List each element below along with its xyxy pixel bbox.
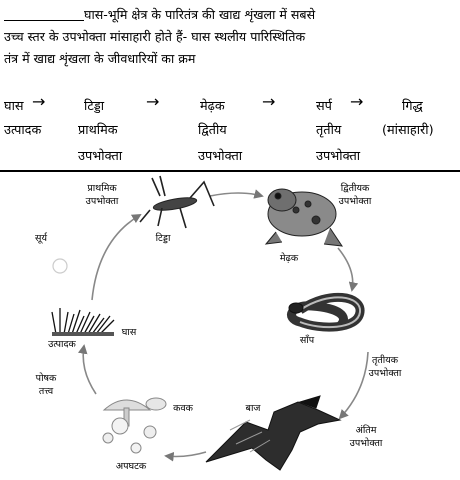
grass-icon [52, 308, 114, 336]
arrow-grasshopper-to-frog [210, 193, 262, 196]
chain-item-snake: सर्प [316, 99, 332, 114]
intro-line-2: उच्च स्तर के उपभोक्ता मांसाहारी होते हैं- घास स्थलीय पारिस्थितिक [4, 29, 306, 44]
role-tertiary: तृतीय [316, 123, 342, 138]
role-primary-consumer: उपभोक्ता [78, 149, 123, 164]
snake-icon [289, 297, 360, 327]
arrow-hawk-to-decomposer [166, 452, 206, 457]
label-grass: घास [121, 327, 137, 338]
chain-item-grasshopper: टिड्डा [84, 99, 105, 114]
label-sun: सूर्य [35, 233, 47, 244]
label-snake: साँप [299, 335, 315, 346]
role-secondary: द्वितीय [198, 123, 227, 138]
fungus-icon [103, 398, 166, 453]
chain-arrow-3: → [262, 92, 276, 111]
chain-arrow-1: → [32, 92, 46, 111]
arrow-grass-to-grasshopper [92, 215, 140, 300]
chain-item-vulture: गिद्ध [402, 99, 423, 114]
label-nutrients: पोषक तत्त्व [35, 373, 57, 397]
sun-icon [53, 259, 67, 273]
grasshopper-icon [140, 176, 214, 228]
label-final-consumer: अंतिम उपभोक्ता [349, 425, 383, 449]
label-decomposer: अपघटक [115, 461, 147, 472]
chain-arrow-4: → [350, 92, 364, 111]
label-producer: उत्पादक [48, 339, 76, 350]
label-grasshopper: टिड्डा [155, 233, 171, 244]
label-secondary-consumer: द्वितीयक उपभोक्ता [338, 183, 372, 207]
intro-line-1-text: घास-भूमि क्षेत्र के पारितंत्र की खाद्य शृंखला में सबसे [84, 7, 316, 22]
role-tertiary-consumer: उपभोक्ता [316, 149, 361, 164]
role-carnivore: (मांसाहारी) [382, 123, 434, 138]
chain-item-frog: मेढ़क [200, 99, 225, 114]
role-primary: प्राथमिक [78, 123, 118, 138]
label-tertiary-consumer: तृतीयक उपभोक्ता [368, 355, 402, 379]
arrow-decomposer-to-grass [83, 346, 96, 394]
hawk-icon [206, 396, 340, 470]
intro-line-3: तंत्र में खाद्य शृंखला के जीवधारियों का क्रम [4, 51, 196, 66]
label-hawk: बाज [245, 403, 261, 414]
chain-arrow-2: → [146, 92, 160, 111]
arrow-frog-to-snake [338, 248, 353, 290]
role-secondary-consumer: उपभोक्ता [198, 149, 243, 164]
label-fungus: कवक [173, 403, 193, 414]
label-primary-consumer: प्राथमिक उपभोक्ता [85, 183, 119, 207]
chain-item-grass: घास [4, 99, 24, 114]
role-producer: उत्पादक [4, 123, 42, 138]
label-frog: मेढ़क [279, 253, 299, 264]
